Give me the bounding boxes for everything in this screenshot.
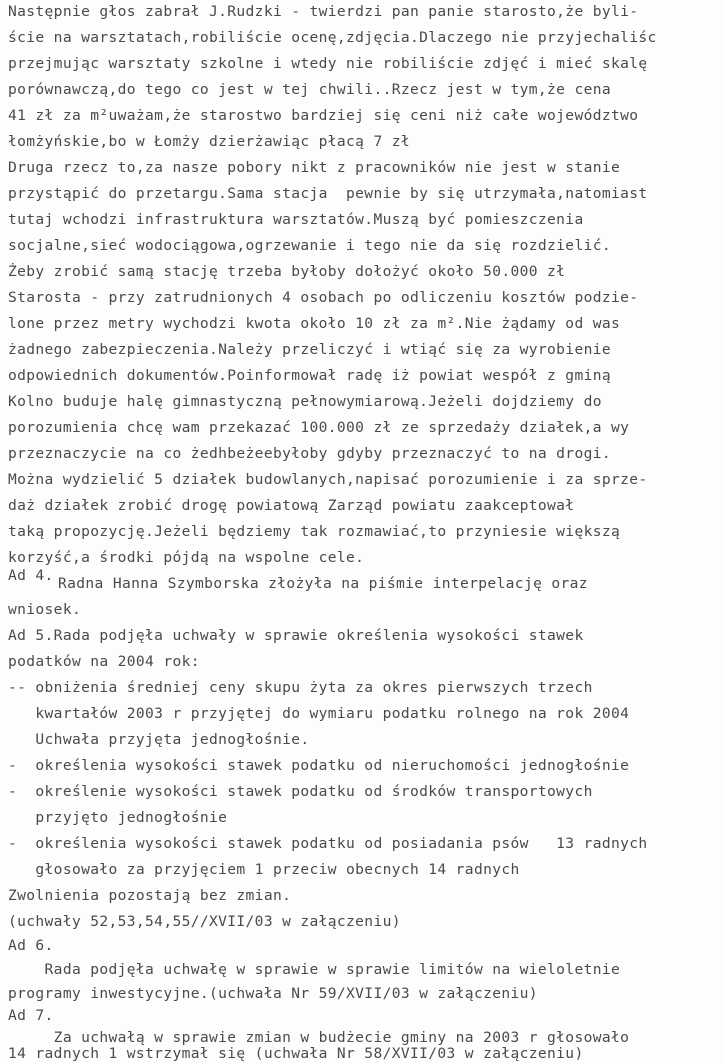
- text-line: 14 radnych 1 wstrzymał się (uchwała Nr 58/XVII/03 w załączeniu): [8, 1045, 584, 1062]
- list-item: - określenie wysokości stawek podatku od środków transportowych: [8, 783, 593, 800]
- list-item: Uchwała przyjęta jednogłośnie.: [8, 731, 310, 748]
- text-line: Starosta - przy zatrudnionych 4 osobach po odliczeniu kosztów podzie-: [8, 289, 639, 306]
- text-line: łomżyńskie,bo w Łomży dzierżawiąc płacą 7 zł: [8, 133, 410, 150]
- text-line: Radna Hanna Szymborska złożyła na piśmie interpelację oraz: [58, 575, 588, 592]
- text-line: Żeby zrobić samą stację trzeba byłoby dołożyć około 50.000 zł: [8, 263, 566, 280]
- text-line: Ad 5.Rada podjęła uchwały w sprawie określenia wysokości stawek: [8, 627, 584, 644]
- text-line: przejmując warsztaty szkolne i wtedy nie robiliście zdjęć i mieć skalę: [8, 55, 648, 72]
- section-heading-ad6: Ad 6.: [8, 937, 54, 954]
- text-line: wniosek.: [8, 601, 82, 618]
- text-line: Można wydzielić 5 działek budowlanych,napisać porozumienie i za sprze-: [8, 471, 648, 488]
- text-line: socjalne,sieć wodociągowa,ogrzewanie i tego nie da się rozdzielić.: [8, 237, 611, 254]
- text-line: przystąpić do przetargu.Sama stacja pewnie by się utrzymała,natomiast: [8, 185, 648, 202]
- text-line: korzyść,a środki pójdą na wspolne cele.: [8, 549, 365, 566]
- text-line: Kolno buduje halę gimnastyczną pełnowymiarową.Jeżeli dojdziemy do: [8, 393, 602, 410]
- list-item: przyjęto jednogłośnie: [8, 809, 228, 826]
- section-heading-ad7: Ad 7.: [8, 1007, 54, 1024]
- text-line: przeznaczycie na co żedhbeżeebyłoby gdyby przeznaczyć to na drogi.: [8, 445, 611, 462]
- text-line: Rada podjęła uchwałę w sprawie w sprawie limitów na wieloletnie: [8, 961, 621, 978]
- text-line: 41 zł za m²uważam,że starostwo bardziej się ceni niż całe województwo: [8, 107, 639, 124]
- text-line: taką propozycję.Jeżeli będziemy tak rozmawiać,to przyniesie większą: [8, 523, 621, 540]
- list-item: -- obniżenia średniej ceny skupu żyta za okres pierwszych trzech: [8, 679, 593, 696]
- list-item: - określenia wysokości stawek podatku od nieruchomości jednogłośnie: [8, 757, 630, 774]
- list-item: kwartałów 2003 r przyjętej do wymiaru podatku rolnego na rok 2004: [8, 705, 630, 722]
- text-line: porozumienia chcę wam przekazać 100.000 zł ze sprzedaży działek,a wy: [8, 419, 630, 436]
- text-line: odpowiednich dokumentów.Poinformował radę iż powiat wespół z gminą: [8, 367, 611, 384]
- text-line: programy inwestycyjne.(uchwała Nr 59/XVII/03 w załączeniu): [8, 985, 538, 1002]
- text-line: lone przez metry wychodzi kwota około 10 zł za m².Nie żądamy od was: [8, 315, 621, 332]
- text-line: żadnego zabezpieczenia.Należy przeliczyć i wtiąć się za wyrobienie: [8, 341, 611, 358]
- text-line: Za uchwałą w sprawie zmian w budżecie gminy na 2003 r głosowało: [8, 1029, 630, 1046]
- text-line: porównawczą,do tego co jest w tej chwili..Rzecz jest w tym,że cena: [8, 81, 611, 98]
- text-line: ście na warsztatach,robiliście ocenę,zdjęcia.Dlaczego nie przyjechaliśc: [8, 29, 657, 46]
- text-line: Druga rzecz to,za nasze pobory nikt z pracowników nie jest w stanie: [8, 159, 621, 176]
- text-line: tutaj wchodzi infrastruktura warsztatów.Muszą być pomieszczenia: [8, 211, 584, 228]
- list-item: - określenia wysokości stawek podatku od posiadania psów 13 radnych: [8, 835, 648, 852]
- text-line: daż działek zrobić drogę powiatową Zarząd powiatu zaakceptował: [8, 497, 575, 514]
- list-item: głosowało za przyjęciem 1 przeciw obecnych 14 radnych: [8, 861, 520, 878]
- text-line: Następnie głos zabrał J.Rudzki - twierdzi pan panie starosto,że byli-: [8, 3, 639, 20]
- text-line: (uchwały 52,53,54,55//XVII/03 w załączeniu): [8, 913, 401, 930]
- section-heading-ad4: Ad 4.: [8, 567, 54, 584]
- text-line: Zwolnienia pozostają bez zmian.: [8, 887, 292, 904]
- text-line: podatków na 2004 rok:: [8, 653, 200, 670]
